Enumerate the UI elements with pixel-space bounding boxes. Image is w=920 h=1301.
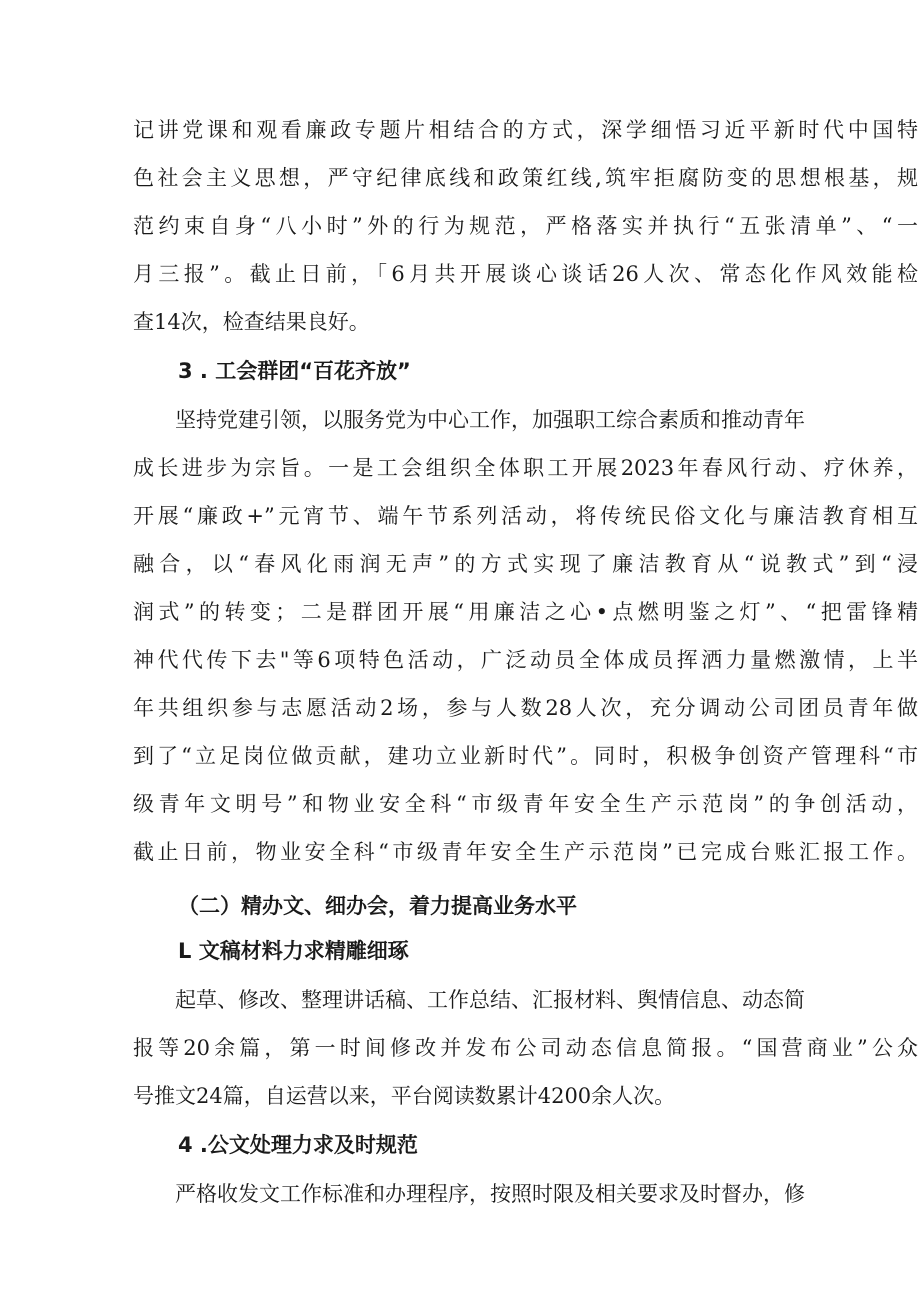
paragraph-line: 范约束自身“八小时”外的行为规范，严格落实并执行“五张清单”、“一 — [133, 214, 918, 238]
paragraph-line: 记讲党课和观看廉政专题片相结合的方式，深学细悟习近平新时代中国特 — [133, 118, 918, 142]
paragraph-line: 号推文24篇，自运营以来，平台阅读数累计4200余人次。 — [133, 1084, 676, 1108]
paragraph-line: 起草、修改、整理讲话稿、工作总结、汇报材料、舆情信息、动态简 — [175, 988, 805, 1012]
paragraph-line: 坚持党建引领，以服务党为中心工作，加强职工综合素质和推动青年 — [175, 408, 805, 432]
paragraph-line: 到了“立足岗位做贡献，建功立业新时代”。同时，积极争创资产管理科“市 — [133, 744, 918, 768]
paragraph-line: 严格收发文工作标准和办理程序，按照时限及相关要求及时督办，修 — [175, 1182, 805, 1206]
paragraph-line: 报等20余篇，第一时间修改并发布公司动态信息简报。“国营商业”公众 — [133, 1036, 918, 1060]
paragraph-line: 融合，以“春风化雨润无声”的方式实现了廉洁教育从“说教式”到“浸 — [133, 552, 918, 576]
paragraph-line: 成长进步为宗旨。一是工会组织全体职工开展2023年春风行动、疗休养， — [133, 456, 918, 480]
subsection-heading-1: L 文稿材料力求精雕细琢 — [178, 939, 409, 963]
paragraph-line: 月三报”。截止日前，「6月共开展谈心谈话26人次、常态化作风效能检 — [133, 262, 918, 286]
paragraph-line: 开展“廉政+”元宵节、端午节系列活动，将传统民俗文化与廉洁教育相互 — [133, 504, 918, 528]
paragraph-line: 色社会主义思想，严守纪律底线和政策红线,筑牢拒腐防变的思想根基，规 — [133, 166, 918, 190]
paragraph-line: 年共组织参与志愿活动2场，参与人数28人次，充分调动公司团员青年做 — [133, 696, 918, 720]
paragraph-line: 润式”的转变；二是群团开展“用廉洁之心•点燃明鉴之灯”、“把雷锋精 — [133, 600, 918, 624]
paragraph-line: 截止日前，物业安全科“市级青年安全生产示范岗”已完成台账汇报工作。 — [133, 840, 918, 864]
paragraph-line: 级青年文明号”和物业安全科“市级青年安全生产示范岗”的争创活动， — [133, 792, 918, 816]
section-heading-4: 4 .公文处理力求及时规范 — [178, 1133, 418, 1157]
paragraph-line: 查14次，检查结果良好。 — [133, 310, 370, 334]
paragraph-line: 神代代传下去"等6项特色活动，广泛动员全体成员挥洒力量燃激情，上半 — [133, 648, 918, 672]
section-heading-2: （二）精办文、细办会，着力提高业务水平 — [178, 894, 577, 918]
section-heading-3: 3 . 工会群团“百花齐放” — [178, 359, 411, 383]
